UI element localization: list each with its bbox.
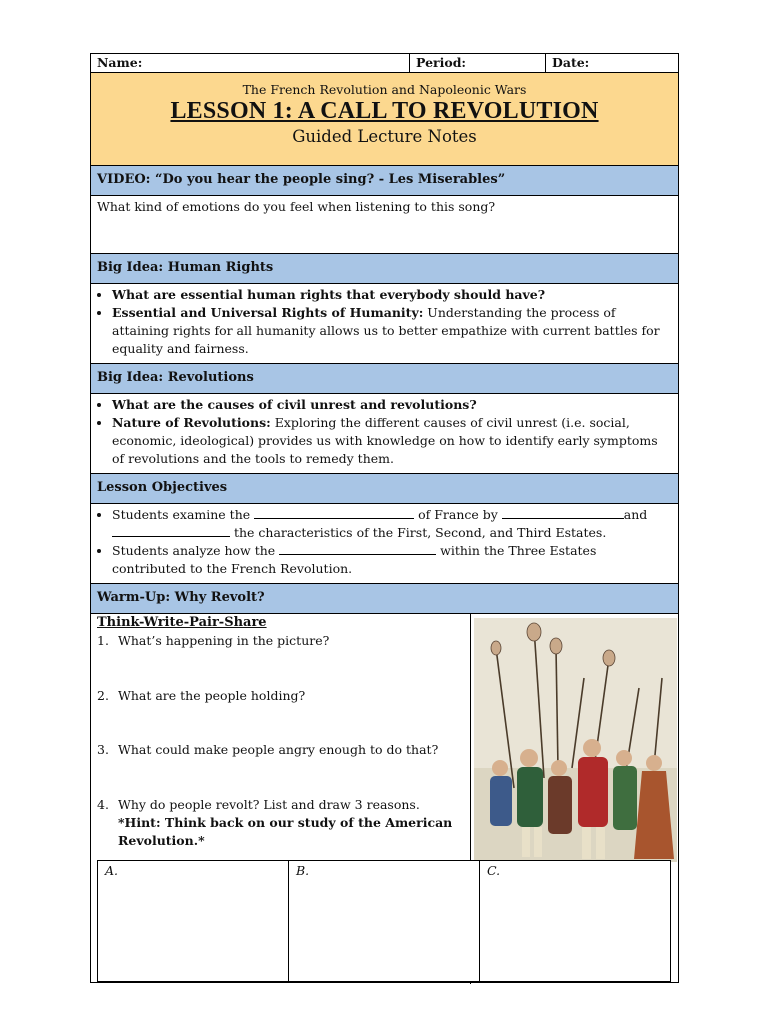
warmup-section bbox=[91, 614, 678, 984]
revolutions-section bbox=[91, 394, 678, 474]
lesson-title: LESSON 1: A CALL TO REVOLUTION bbox=[170, 98, 599, 124]
answer-boxes bbox=[97, 860, 671, 982]
video-answer-box[interactable] bbox=[91, 196, 678, 254]
objectives-heading: Lesson Objectives bbox=[91, 474, 678, 504]
question-2: 2. What are the people holding? bbox=[97, 688, 306, 703]
revolution-illustration bbox=[474, 618, 677, 862]
question-3: 3. What could make people angry enough to do that? bbox=[97, 742, 439, 757]
revolutions-heading: Big Idea: Revolutions bbox=[91, 364, 678, 394]
name-label: Name: bbox=[97, 55, 143, 70]
human-rights-statement: • Essential and Universal Rights of Humanity: Understanding the process of attaining rights for all humanity allows us to better empathize with current battles for equality and fairness. bbox=[112, 304, 672, 358]
fill-blank[interactable] bbox=[279, 543, 436, 555]
human-rights-section bbox=[91, 284, 678, 364]
objective-1: • Students examine the of France by and the characteristics of the First, Second, and Third Estates. bbox=[112, 506, 672, 542]
fill-blank[interactable] bbox=[502, 507, 624, 519]
name-field[interactable] bbox=[91, 54, 410, 72]
hint-text: *Hint: Think back on our study of the American Revolution.* bbox=[118, 815, 453, 848]
fill-blank[interactable] bbox=[254, 507, 414, 519]
period-label: Period: bbox=[416, 55, 467, 70]
student-info-row bbox=[91, 54, 678, 73]
box-label: B. bbox=[296, 863, 310, 878]
revolutions-statement: • Nature of Revolutions: Exploring the different causes of civil unrest (i.e. social, economic, ideological) provides us with knowledge on how to identify early symptoms of revolutions and the tools to remedy them. bbox=[112, 414, 672, 468]
question-1: 1. What’s happening in the picture? bbox=[97, 633, 330, 648]
activity-title: Think-Write-Pair-Share bbox=[97, 615, 267, 630]
period-field[interactable] bbox=[410, 54, 546, 72]
lesson-subtitle: Guided Lecture Notes bbox=[292, 127, 477, 146]
human-rights-heading: Big Idea: Human Rights bbox=[91, 254, 678, 284]
unit-title: The French Revolution and Napoleonic Wars bbox=[242, 82, 527, 97]
date-field[interactable] bbox=[546, 54, 678, 72]
box-label: C. bbox=[487, 863, 501, 878]
answer-box-a[interactable] bbox=[98, 861, 289, 981]
video-heading: VIDEO: “Do you hear the people sing? - Les Miserables” bbox=[91, 166, 678, 196]
human-rights-question: • What are essential human rights that everybody should have? bbox=[112, 286, 672, 304]
date-label: Date: bbox=[552, 55, 590, 70]
title-block bbox=[91, 73, 678, 166]
fill-blank[interactable] bbox=[112, 525, 230, 537]
box-label: A. bbox=[105, 863, 119, 878]
answer-box-b[interactable] bbox=[289, 861, 480, 981]
video-prompt: What kind of emotions do you feel when listening to this song? bbox=[97, 199, 496, 214]
answer-box-c[interactable] bbox=[480, 861, 670, 981]
warmup-heading: Warm-Up: Why Revolt? bbox=[91, 584, 678, 614]
question-4: 4. Why do people revolt? List and draw 3 reasons. *Hint: Think back on our study of the American Revolution.* bbox=[91, 796, 461, 850]
objectives-section bbox=[91, 504, 678, 584]
revolutions-question: • What are the causes of civil unrest and revolutions? bbox=[112, 396, 672, 414]
objective-2: • Students analyze how the within the Three Estates contributed to the French Revolution. bbox=[112, 542, 672, 578]
worksheet bbox=[90, 53, 679, 983]
